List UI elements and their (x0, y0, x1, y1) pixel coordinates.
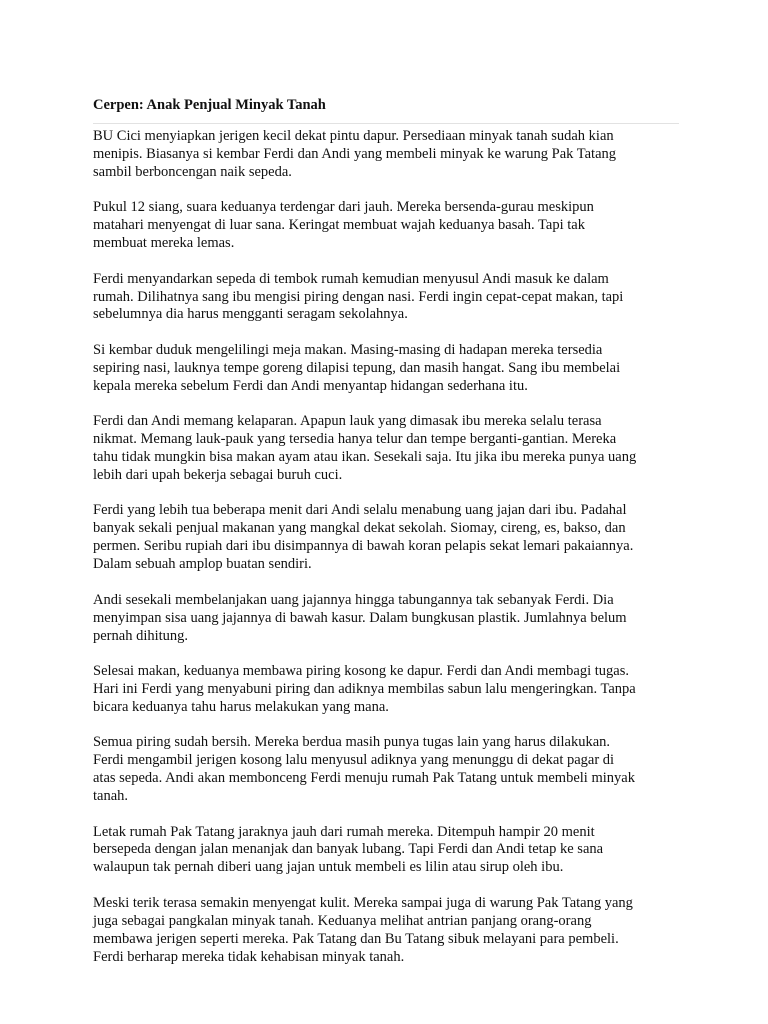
paragraph (93, 895, 679, 967)
text-line: Letak rumah Pak Tatang jaraknya jauh dari rumah mereka. Ditempuh hampir 20 menit (93, 823, 595, 840)
text-line: pernah dihitung. (93, 627, 189, 644)
text-line: Ferdi yang lebih tua beberapa menit dari Andi selalu menabung uang jajan dari ibu. Padahal (93, 502, 627, 519)
text-line: menyimpan sisa uang jajannya di bawah kasur. Dalam bungkusan plastik. Jumlahnya belum (93, 609, 627, 626)
text-line: rumah. Dilihatnya sang ibu mengisi piring dengan nasi. Ferdi ingin cepat-cepat makan, tapi (93, 288, 624, 305)
text-line: bicara keduanya tahu harus melakukan yang mana. (93, 698, 389, 715)
title-divider (93, 123, 679, 124)
text-line: Hari ini Ferdi yang menyabuni piring dan adiknya membilas sabun lalu mengeringkan. Tanpa (93, 680, 636, 697)
text-line: juga sebagai pangkalan minyak tanah. Keduanya melihat antrian panjang orang-orang (93, 912, 592, 929)
text-line: tahu tidak mungkin bisa makan ayam atau ikan. Sesekali saja. Itu jika ibu mereka punya uang (93, 449, 637, 466)
text-line: Si kembar duduk mengelilingi meja makan. Masing-masing di hadapan mereka tersedia (93, 341, 603, 358)
text-line: kepala mereka sebelum Ferdi dan Andi menyantap hidangan sederhana itu. (93, 377, 528, 394)
text-line: Selesai makan, keduanya membawa piring kosong ke dapur. Ferdi dan Andi membagi tugas. (93, 663, 629, 679)
text-line: atas sepeda. Andi akan membonceng Ferdi menuju rumah Pak Tatang untuk membeli minyak (93, 770, 635, 787)
document-title: Cerpen: Anak Penjual Minyak Tanah (93, 97, 326, 113)
text-line: Ferdi dan Andi memang kelaparan. Apapun lauk yang dimasak ibu mereka selalu terasa (93, 413, 602, 430)
text-line: Ferdi mengambil jerigen kosong lalu menyusul adiknya yang menunggu di dekat pagar di (93, 752, 615, 769)
text-line: permen. Seribu rupiah dari ibu disimpannya di bawah koran pelapis sekat lemari pakaiannya. (93, 538, 634, 555)
text-line: nikmat. Memang lauk-pauk yang tersedia hanya telur dan tempe berganti-gantian. Mereka (93, 431, 617, 448)
paragraph (93, 413, 679, 485)
paragraph (93, 128, 679, 182)
text-line: lebih dari upah bekerja sebagai buruh cuci. (93, 466, 343, 483)
text-line: Dalam sebuah amplop buatan sendiri. (93, 556, 312, 573)
text-line: Ferdi menyandarkan sepeda di tembok rumah kemudian menyusul Andi masuk ke dalam (93, 270, 609, 287)
text-line: matahari menyengat di luar sana. Keringat membuat wajah keduanya basah. Tapi tak (93, 217, 585, 234)
text-line: sepiring nasi, lauknya tempe goreng dilapisi tepung, dan masih hangat. Sang ibu membelai (93, 359, 621, 376)
paragraph (93, 592, 679, 646)
paragraph (93, 342, 679, 396)
text-line: menipis. Biasanya si kembar Ferdi dan Andi yang membeli minyak ke warung Pak Tatang (93, 145, 617, 162)
text-line: sebelumnya dia harus mengganti seragam sekolahnya. (93, 306, 408, 323)
text-line: tanah. (93, 788, 129, 805)
text-line: membuat mereka lemas. (93, 235, 235, 252)
text-line: Andi sesekali membelanjakan uang jajannya hingga tabungannya tak sebanyak Ferdi. Dia (93, 591, 614, 608)
paragraph (93, 502, 679, 574)
text-line: bersepeda dengan jalan menanjak dan banyak lubang. Tapi Ferdi dan Andi tetap ke sana (93, 841, 604, 858)
text-line: banyak sekali penjual makanan yang mangkal dekat sekolah. Siomay, cireng, es, bakso, dan (93, 520, 626, 537)
text-line: BU Cici menyiapkan jerigen kecil dekat pintu dapur. Persediaan minyak tanah sudah kian (93, 128, 614, 144)
text-line: Pukul 12 siang, suara keduanya terdengar dari jauh. Mereka bersenda-gurau meskipun (93, 199, 594, 216)
text-line: Semua piring sudah bersih. Mereka berdua masih punya tugas lain yang harus dilakukan. (93, 734, 611, 751)
text-line: walaupun tak pernah diberi uang jajan untuk membeli es lilin atau sirup oleh ibu. (93, 859, 564, 876)
document-page (93, 96, 679, 984)
document-body (93, 128, 679, 966)
paragraph (93, 199, 679, 253)
text-line: Meski terik terasa semakin menyengat kulit. Mereka sampai juga di warung Pak Tatang yang (93, 894, 633, 911)
text-line: sambil berboncengan naik sepeda. (93, 163, 292, 180)
text-line: membawa jerigen seperti mereka. Pak Tatang dan Bu Tatang sibuk melayani para pembeli. (93, 930, 619, 947)
paragraph (93, 663, 679, 717)
paragraph (93, 271, 679, 325)
paragraph (93, 824, 679, 878)
paragraph (93, 734, 679, 806)
text-line: Ferdi berharap mereka tidak kehabisan minyak tanah. (93, 948, 405, 965)
